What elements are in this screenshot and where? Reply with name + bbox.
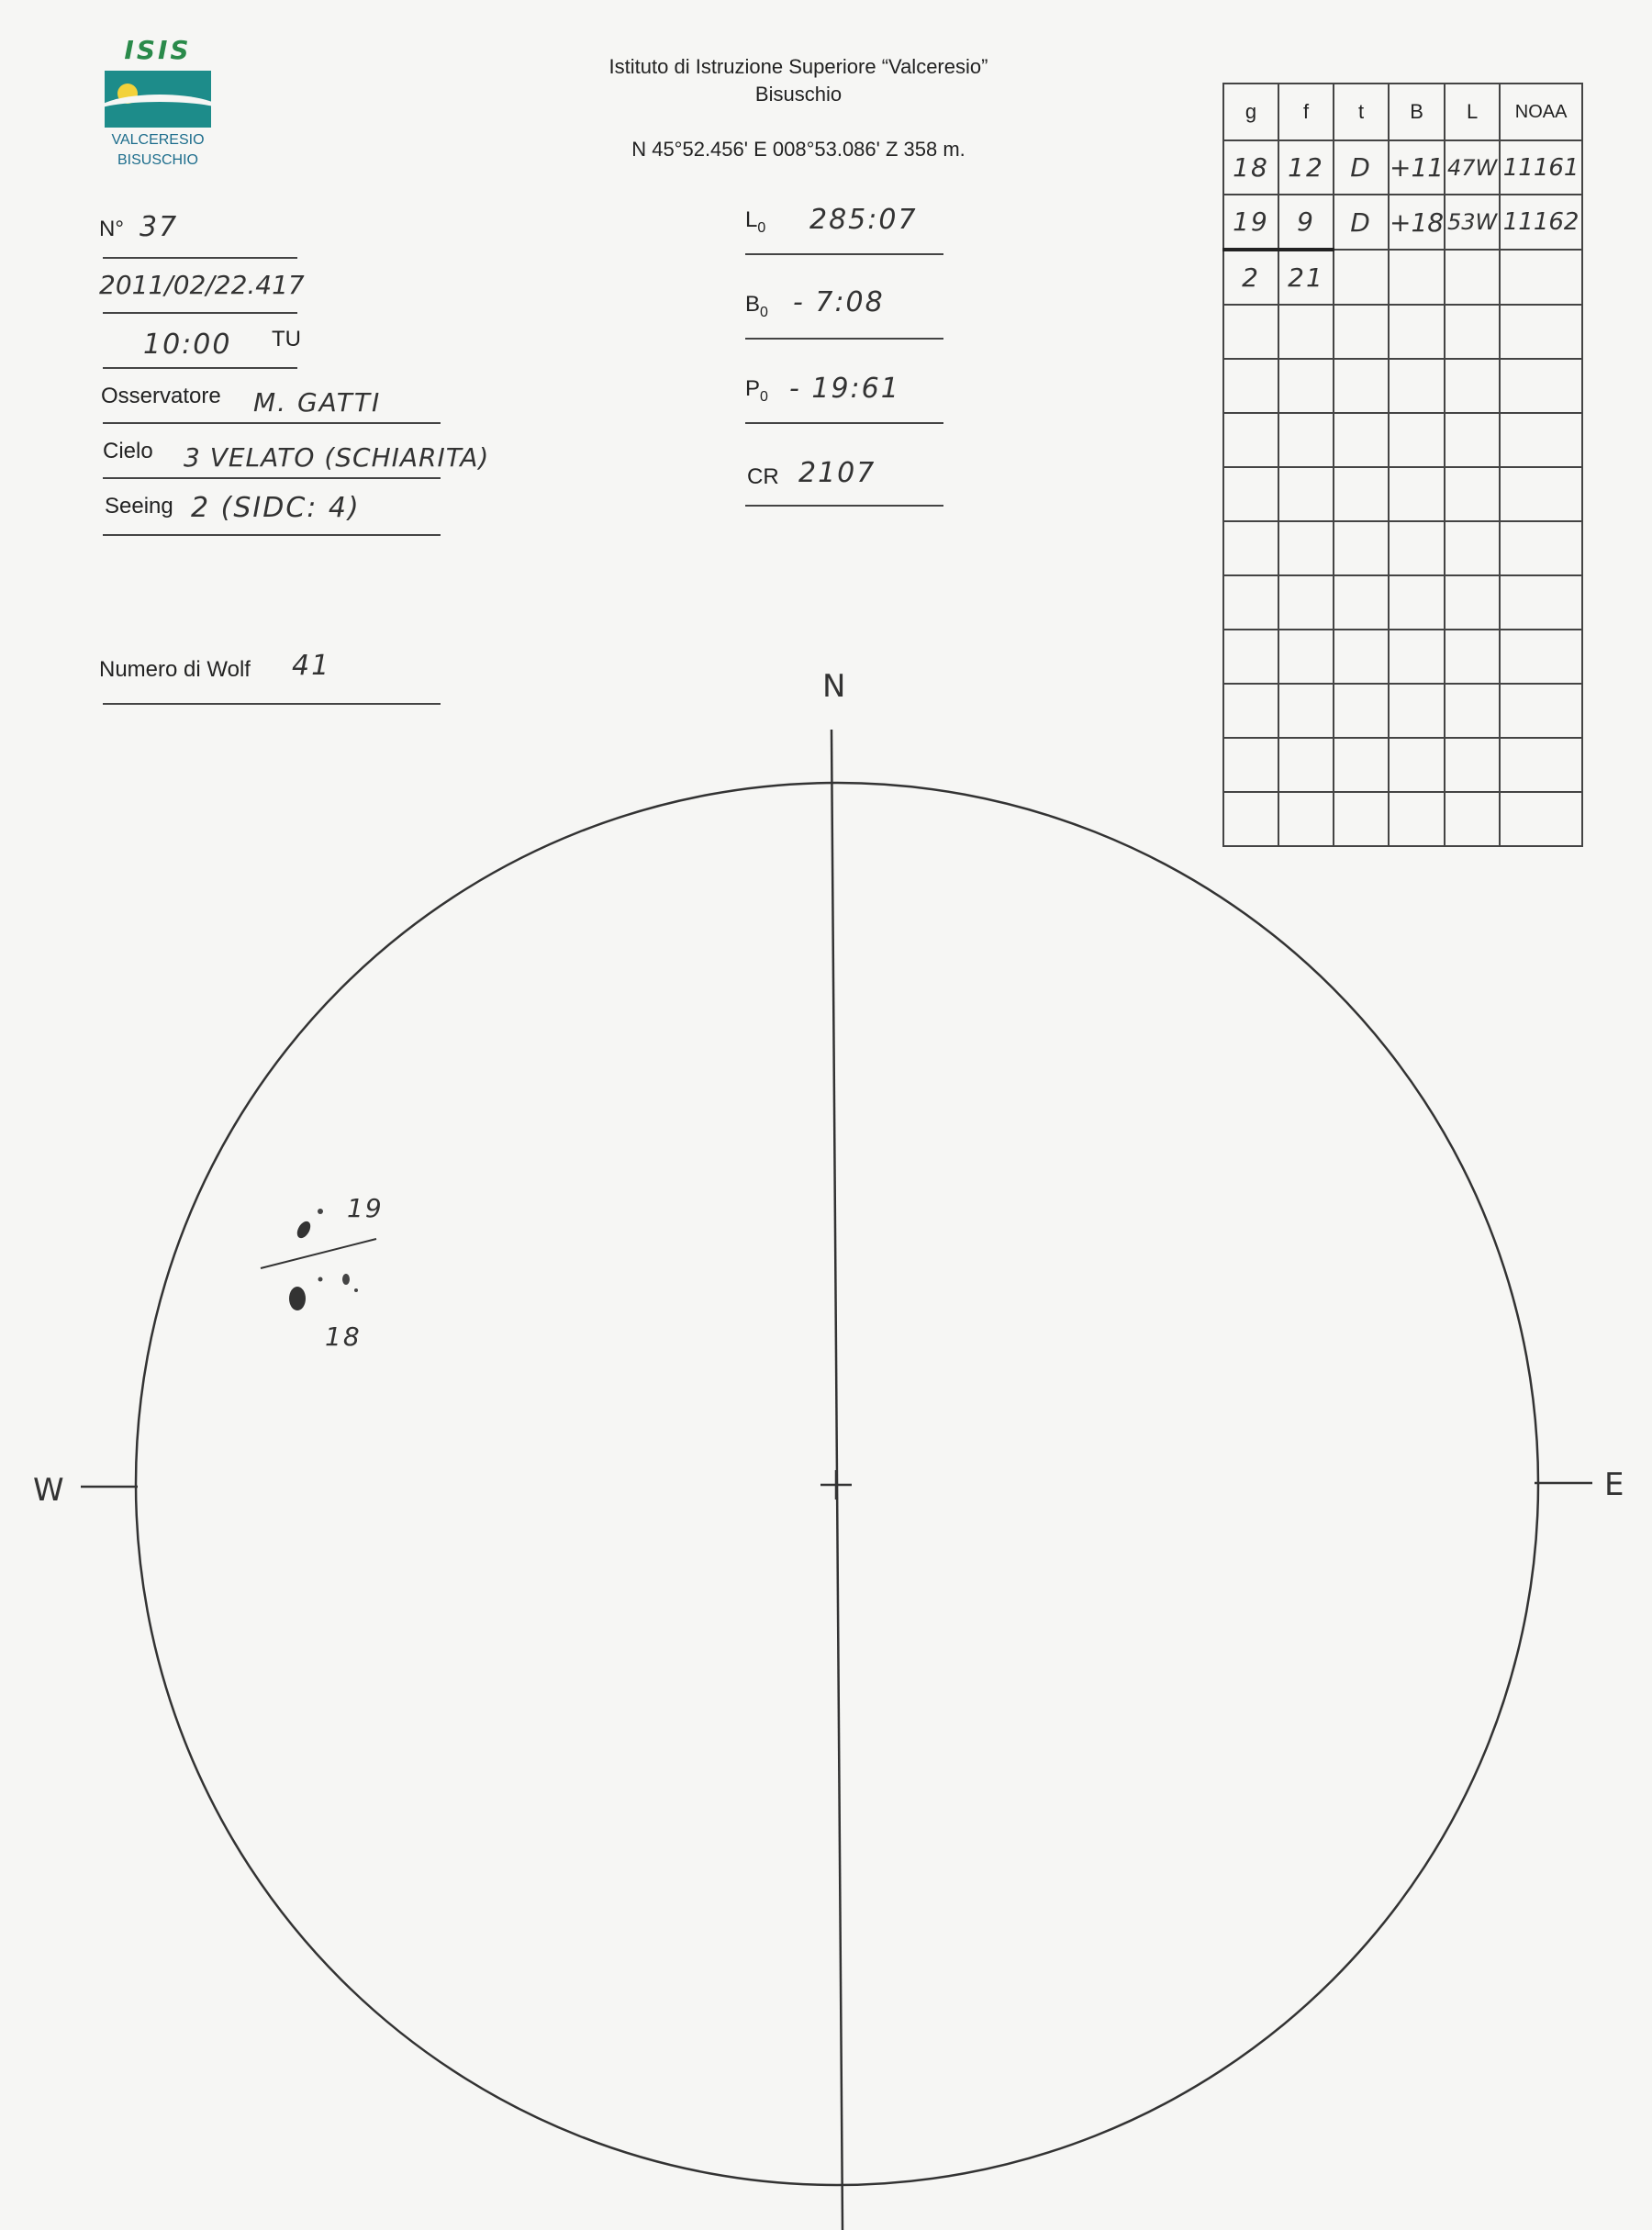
sky-label: Cielo — [103, 439, 153, 463]
wolf-value: 41 — [292, 650, 331, 682]
col-b-header: B — [1389, 84, 1445, 140]
cr-value: 2107 — [798, 457, 876, 489]
cell-b: +11 — [1389, 140, 1445, 195]
institute-name: Istituto di Istruzione Superiore “Valceresio” — [608, 55, 988, 78]
east-label: E — [1604, 1466, 1624, 1503]
time-unit: TU — [272, 327, 301, 351]
group-18-label: 18 — [325, 1321, 362, 1352]
logo-top-text: ISIS — [124, 35, 192, 65]
col-f-header: f — [1278, 84, 1334, 140]
p0-label: $P_0$ — [745, 376, 768, 405]
sunspot — [318, 1277, 323, 1282]
l0-value: 285:07 — [809, 204, 918, 236]
cell-noaa: 11161 — [1500, 140, 1582, 195]
l0-label: $L_0$ — [745, 207, 766, 236]
cell-l: 53W — [1445, 195, 1500, 250]
group-separator-line — [261, 1239, 376, 1268]
cr-label: CR — [747, 464, 779, 489]
seeing-label: Seeing — [105, 494, 173, 518]
wolf-label: Numero di Wolf — [99, 657, 251, 682]
logo-line-2: BISUSCHIO — [117, 152, 198, 168]
number-value: 37 — [140, 211, 179, 243]
number-label: N° — [99, 217, 124, 241]
group-19-label: 19 — [347, 1193, 384, 1223]
institute-town: Bisuschio — [754, 83, 843, 106]
time-value: 10:00 — [143, 329, 232, 361]
cell-g: 19 — [1223, 195, 1278, 250]
station-coordinates: N 45°52.456' E 008°53.086' Z 358 m. — [631, 138, 966, 161]
sunspot — [354, 1288, 358, 1292]
col-noaa-header: NOAA — [1500, 84, 1582, 140]
logo-line-1: VALCERESIO — [111, 132, 205, 148]
total-spots: 21 — [1278, 250, 1334, 305]
date-value: 2011/02/22.417 — [99, 270, 305, 300]
cell-t: D — [1334, 195, 1389, 250]
cell-t: D — [1334, 140, 1389, 195]
cell-noaa: 11162 — [1500, 195, 1582, 250]
b0-value: - 7:08 — [793, 286, 885, 318]
p0-value: - 19:61 — [789, 373, 900, 405]
cell-b: +18 — [1389, 195, 1445, 250]
observer-label: Osservatore — [101, 384, 221, 408]
sunspot — [318, 1209, 323, 1214]
col-t-header: t — [1334, 84, 1389, 140]
observer-value: M. GATTI — [253, 387, 382, 418]
west-label: W — [33, 1472, 64, 1509]
seeing-value: 2 (SIDC: 4) — [191, 492, 361, 524]
cell-l: 47W — [1445, 140, 1500, 195]
sunspot — [342, 1274, 350, 1285]
col-l-header: L — [1445, 84, 1500, 140]
sunspot — [289, 1287, 306, 1310]
cell-g: 18 — [1223, 140, 1278, 195]
sky-value: 3 VELATO (SCHIARITA) — [184, 442, 490, 473]
cell-f: 12 — [1278, 140, 1334, 195]
b0-label: $B_0$ — [745, 292, 768, 320]
sunspot — [295, 1219, 313, 1240]
cell-f: 9 — [1278, 195, 1334, 250]
north-label: N — [822, 668, 846, 705]
total-groups: 2 — [1223, 250, 1278, 305]
col-g-header: g — [1223, 84, 1278, 140]
